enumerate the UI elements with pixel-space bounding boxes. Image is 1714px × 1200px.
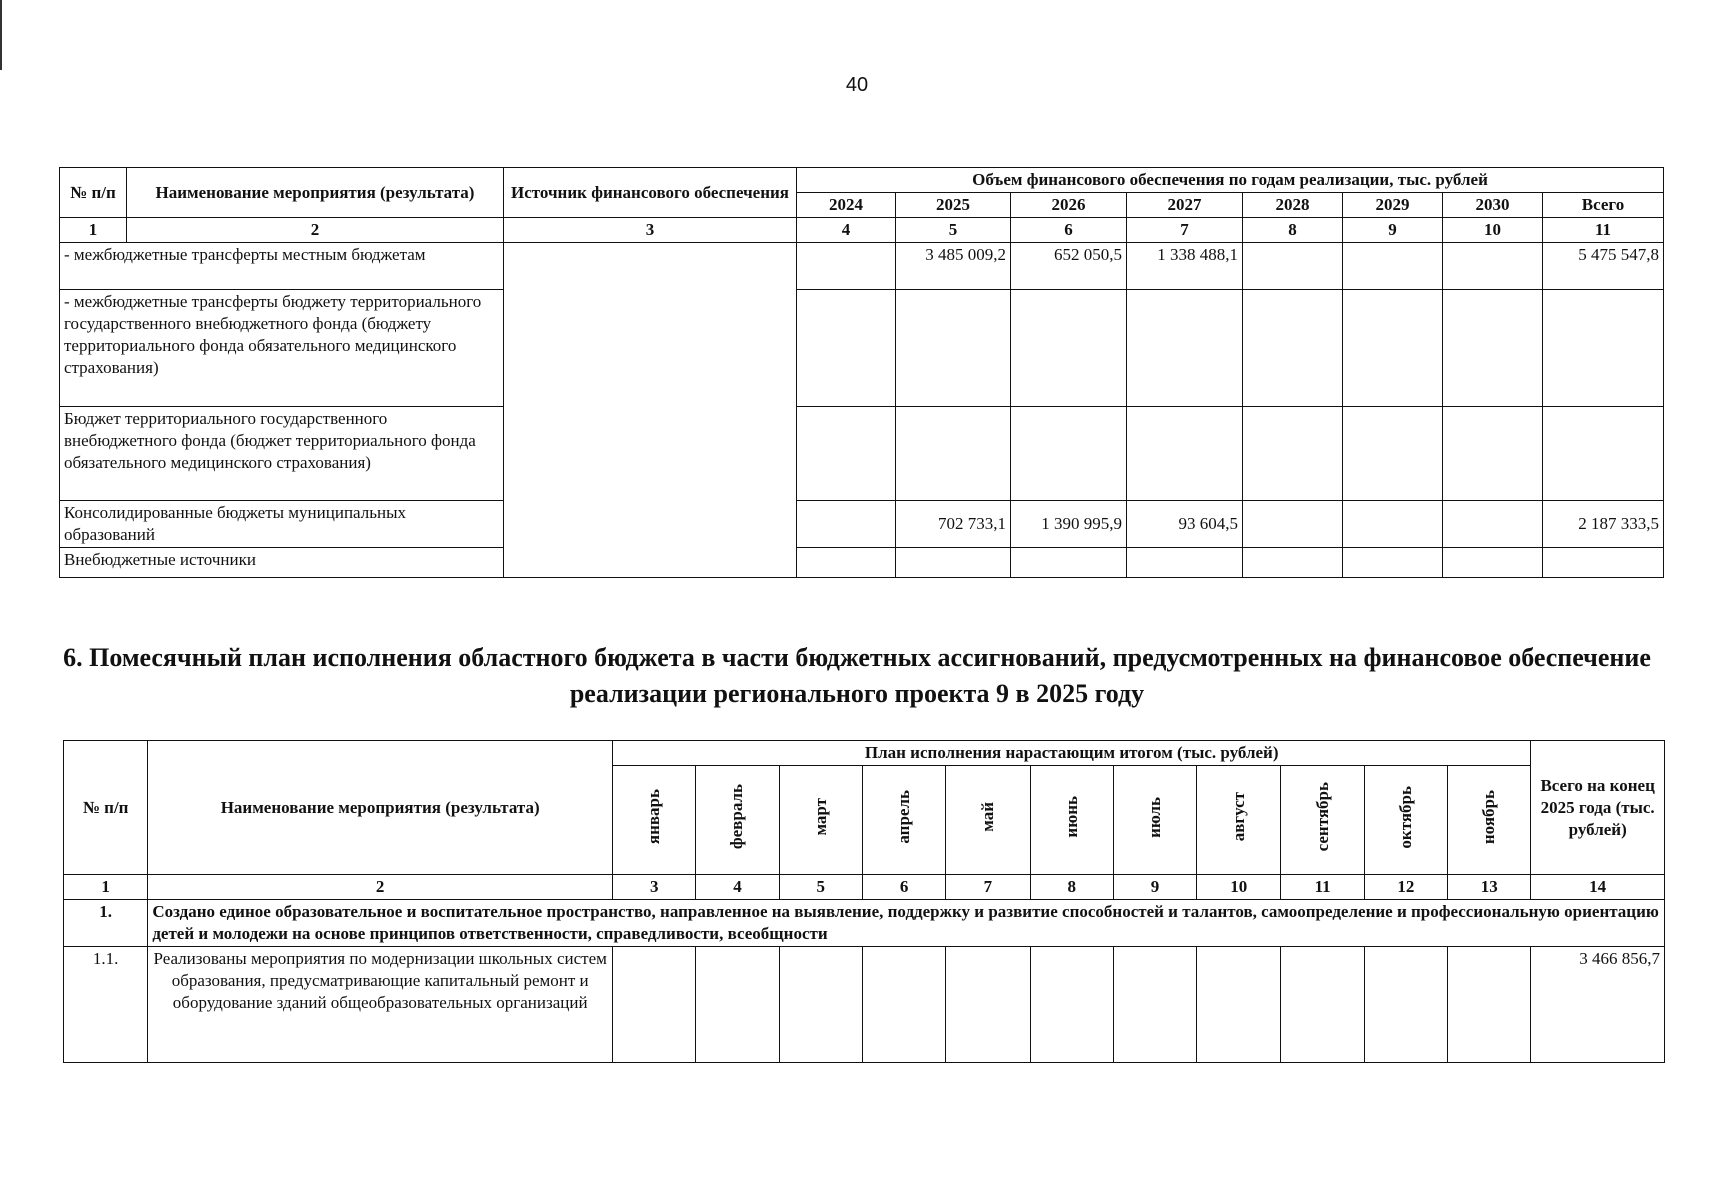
row-name: Внебюджетные источники [60,548,504,578]
col-number: 11 [1281,875,1364,900]
col-number: 4 [797,218,896,243]
value-cell [1127,407,1243,501]
total-cell: 3 466 856,7 [1531,947,1665,1063]
month-header: июнь [1030,766,1113,875]
year-header: 2026 [1011,193,1127,218]
row-name: - межбюджетные трансферты бюджету территориального государственного внебюджетного фонда (бюджету территориального фонда обязательного медицинского страхования) [60,290,504,407]
col-number: 10 [1443,218,1543,243]
col-header-num: № п/п [64,741,148,875]
value-cell [896,407,1011,501]
total-cell: 5 475 547,8 [1543,243,1664,290]
table-row [64,947,1665,1063]
value-cell [1443,407,1543,501]
value-cell [896,290,1011,407]
total-cell [1543,548,1664,578]
month-header: январь [613,766,696,875]
col-number: 2 [148,875,613,900]
col-number: 7 [1127,218,1243,243]
value-cell [1343,243,1443,290]
col-header-plan: План исполнения нарастающим итогом (тыс. рублей) [613,741,1531,766]
value-cell [1443,243,1543,290]
value-cell [1243,501,1343,548]
value-cell: 93 604,5 [1127,501,1243,548]
column-number-row [60,218,1664,243]
value-cell: 3 485 009,2 [896,243,1011,290]
col-number: 6 [862,875,945,900]
month-cell [1364,947,1447,1063]
value-cell [797,501,896,548]
month-cell [696,947,779,1063]
month-header: август [1197,766,1281,875]
table-row [60,501,1664,548]
value-cell [1243,407,1343,501]
column-number-row [64,875,1665,900]
value-cell [1011,407,1127,501]
col-number: 8 [1243,218,1343,243]
year-header: 2028 [1243,193,1343,218]
total-cell [1543,407,1664,501]
section-num: 1. [64,900,148,947]
row-name: Реализованы мероприятия по модернизации школьных систем образования, предусматривающие капитальный ремонт и оборудование зданий общеобразовательных организаций [148,947,613,1063]
value-cell [1011,290,1127,407]
total-cell [1543,290,1664,407]
month-cell [1281,947,1364,1063]
value-cell [1343,501,1443,548]
value-cell: 702 733,1 [896,501,1011,548]
month-cell [1448,947,1531,1063]
col-number: 8 [1030,875,1113,900]
col-number: 11 [1543,218,1664,243]
col-number: 13 [1448,875,1531,900]
col-number: 3 [613,875,696,900]
value-cell [1127,548,1243,578]
value-cell: 652 050,5 [1011,243,1127,290]
month-cell [1113,947,1196,1063]
col-header-volume: Объем финансового обеспечения по годам реализации, тыс. рублей [797,168,1664,193]
col-number: 1 [64,875,148,900]
left-margin-line [0,0,2,70]
row-name: Консолидированные бюджеты муниципальных образований [60,501,504,548]
col-number: 9 [1113,875,1196,900]
month-header: май [946,766,1030,875]
month-header: март [779,766,862,875]
col-number: 3 [504,218,797,243]
row-name: Бюджет территориального государственного внебюджетного фонда (бюджет территориального фонда обязательного медицинского страхования) [60,407,504,501]
value-cell [1343,407,1443,501]
month-cell [862,947,945,1063]
col-number: 5 [896,218,1011,243]
col-header-source: Источник финансового обеспечения [504,168,797,218]
year-header: 2029 [1343,193,1443,218]
month-cell [613,947,696,1063]
value-cell: 1 390 995,9 [1011,501,1127,548]
value-cell [896,548,1011,578]
year-header: 2025 [896,193,1011,218]
value-cell [1343,290,1443,407]
table-row [60,548,1664,578]
col-number: 4 [696,875,779,900]
col-number: 14 [1531,875,1665,900]
total-cell: 2 187 333,5 [1543,501,1664,548]
col-header-num: № п/п [60,168,127,218]
month-header: ноябрь [1448,766,1531,875]
col-number: 5 [779,875,862,900]
value-cell [797,290,896,407]
value-cell [1243,243,1343,290]
value-cell [1127,290,1243,407]
value-cell: 1 338 488,1 [1127,243,1243,290]
value-cell [1443,501,1543,548]
value-cell [797,407,896,501]
col-number: 12 [1364,875,1447,900]
value-cell [1243,548,1343,578]
section-heading: 6. Помесячный план исполнения областного бюджета в части бюджетных ассигнований, предусмотренных на финансовое обеспечение реализации регионального проекта 9 в 2025 году [63,643,1651,708]
value-cell [1443,548,1543,578]
row-name: - межбюджетные трансферты местным бюджетам [60,243,504,290]
month-cell [946,947,1030,1063]
col-number: 2 [127,218,504,243]
month-header: февраль [696,766,779,875]
section-text: Создано единое образовательное и воспитательное пространство, направленное на выявление, поддержку и развитие способностей и талантов, самоопределение и профессиональную ориентацию детей и молодежи на основе принципов ответственности, справедливости, всеобщности [148,900,1665,947]
table-row [60,290,1664,407]
value-cell [1243,290,1343,407]
value-cell [797,243,896,290]
month-header: октябрь [1364,766,1447,875]
month-cell [1197,947,1281,1063]
col-number: 9 [1343,218,1443,243]
col-header-total: Всего на конец 2025 года (тыс. рублей) [1531,741,1665,875]
col-header-name: Наименование мероприятия (результата) [127,168,504,218]
month-header: апрель [862,766,945,875]
year-header: 2027 [1127,193,1243,218]
col-number: 6 [1011,218,1127,243]
page-number: 40 [845,74,869,96]
month-header: сентябрь [1281,766,1364,875]
value-cell [1443,290,1543,407]
value-cell [797,548,896,578]
col-number: 1 [60,218,127,243]
col-header-name: Наименование мероприятия (результата) [148,741,613,875]
table-row [60,407,1664,501]
value-cell [1011,548,1127,578]
monthly-plan-table [63,740,1665,1063]
total-header: Всего [1543,193,1664,218]
table-row [60,243,1664,290]
year-header: 2024 [797,193,896,218]
year-header: 2030 [1443,193,1543,218]
col-number: 7 [946,875,1030,900]
financing-table [59,167,1664,578]
source-cell [504,243,797,578]
col-number: 10 [1197,875,1281,900]
section-row [64,900,1665,947]
row-num: 1.1. [64,947,148,1063]
month-cell [1030,947,1113,1063]
month-cell [779,947,862,1063]
value-cell [1343,548,1443,578]
month-header: июль [1113,766,1196,875]
